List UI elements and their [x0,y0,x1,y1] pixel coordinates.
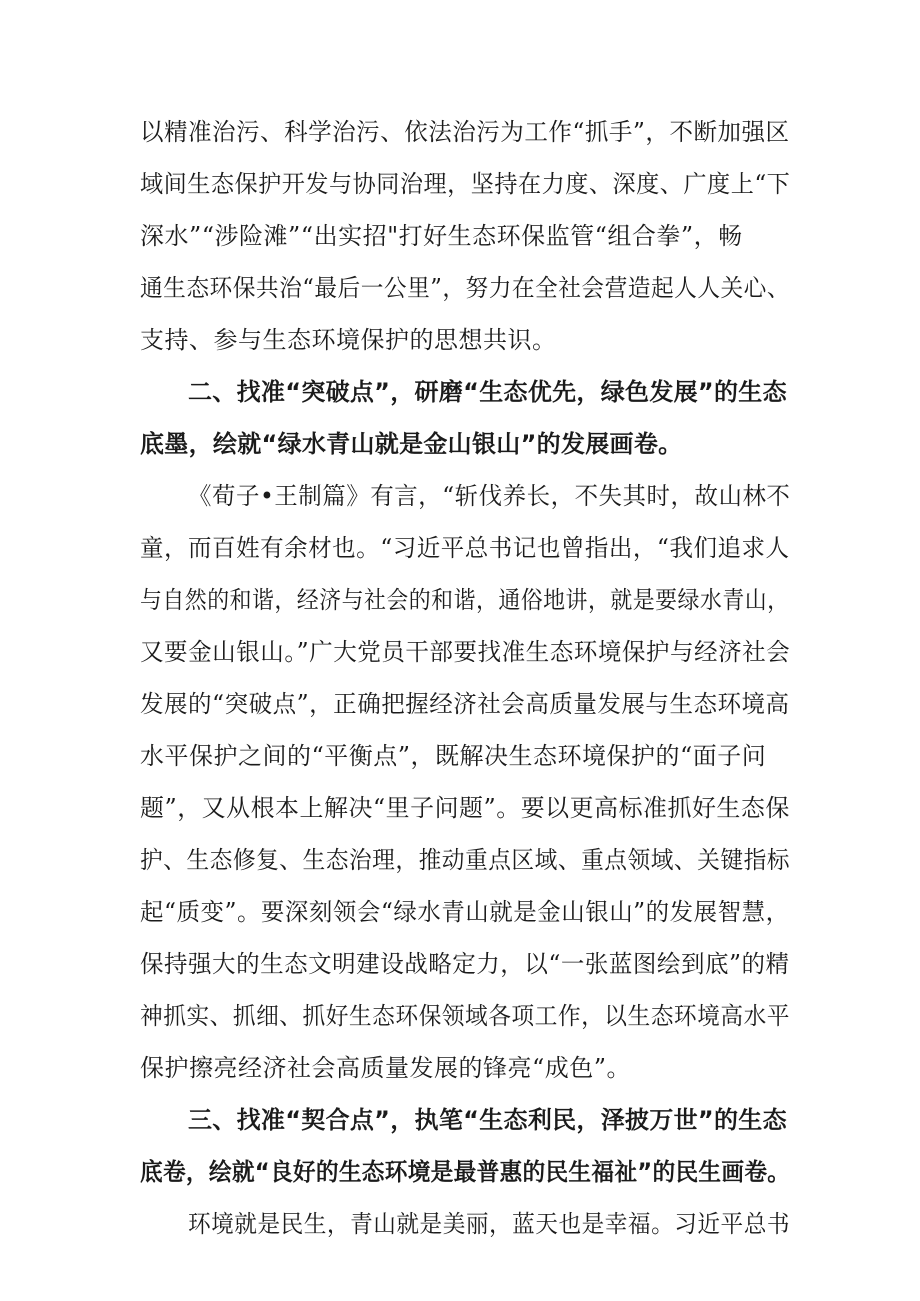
body-line: 起“质变”。要深刻领会“绿水青山就是金山银山”的发展智慧， [140,898,790,926]
body-line: 又要金山银山。”广大党员干部要找准生态环境保护与经济社会 [140,638,791,666]
body-line: 保护擦亮经济社会高质量发展的锋亮“成色”。 [140,1054,632,1082]
section-heading: 底卷，绘就“良好的生态环境是最普惠的民生福祉”的民生画卷。 [140,1158,791,1186]
body-line: 深水”“涉险滩”“出实招"打好生态环保监管“组合拳”，畅 [140,222,743,250]
body-line: 与自然的和谐，经济与社会的和谐，通俗地讲，就是要绿水青山， [140,586,790,614]
body-line: 童，而百姓有余材也。“习近平总书记也曾指出，“我们追求人 [140,534,790,562]
body-line: 水平保护之间的“平衡点”，既解决生态环境保护的“面子问 [140,742,767,770]
body-line: 保持强大的生态文明建设战略定力，以“一张蓝图绘到底”的精 [140,950,790,978]
section-heading: 底墨，绘就“绿水青山就是金山银山”的发展画卷。 [140,430,683,458]
body-line: 护、生态修复、生态治理，推动重点区域、重点领域、关键指标 [140,846,790,874]
body-line: 域间生态保护开发与协同治理，坚持在力度、深度、广度上“下 [140,170,791,198]
section-heading: 三、找准“契合点”，执笔“生态利民，泽披万世”的生态 [188,1106,787,1134]
body-line: 支持、参与生态环境保护的思想共识。 [140,326,557,354]
body-line: 题”，又从根本上解决“里子问题”。要以更高标准抓好生态保 [140,794,790,822]
body-line: 神抓实、抓细、抓好生态环保领域各项工作，以生态环境高水平 [140,1002,790,1030]
body-line: 发展的“突破点”，正确把握经济社会高质量发展与生态环境高 [140,690,790,718]
section-heading: 二、找准“突破点”，研磨“生态优先，绿色发展”的生态 [188,378,787,406]
body-line: 《荀子•王制篇》有言，“斩伐养长，不失其时，故山林不 [188,482,791,510]
body-line: 通生态环保共治“最后一公里”，努力在全社会营造起人人关心、 [140,274,791,302]
body-line: 以精准治污、科学治污、依法治污为工作“抓手”，不断加强区 [140,118,790,146]
body-line: 环境就是民生，青山就是美丽，蓝天也是幸福。习近平总书 [188,1210,790,1238]
